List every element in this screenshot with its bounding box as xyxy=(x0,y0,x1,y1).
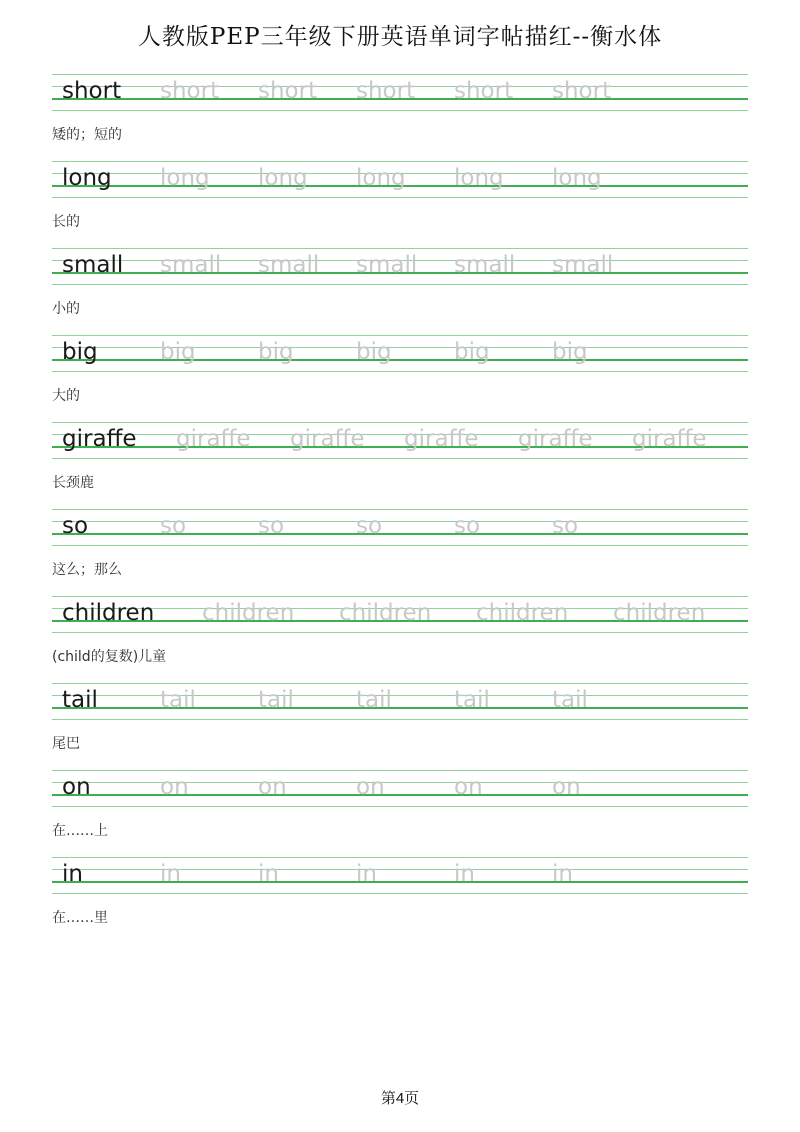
trace-word: tail xyxy=(356,687,392,713)
word-line xyxy=(52,422,748,462)
practice-word: tail xyxy=(62,687,98,713)
trace-word: big xyxy=(258,339,294,365)
trace-word: short xyxy=(356,78,416,104)
trace-word: on xyxy=(552,774,581,800)
trace-word: in xyxy=(454,861,475,887)
trace-word: so xyxy=(258,513,285,539)
word-meaning: 尾巴 xyxy=(52,736,80,752)
trace-word: tail xyxy=(454,687,490,713)
word-row xyxy=(52,248,748,336)
word-row xyxy=(52,74,748,162)
trace-word: giraffe xyxy=(176,426,251,452)
trace-word: big xyxy=(552,339,588,365)
trace-word: short xyxy=(258,78,318,104)
trace-word: in xyxy=(258,861,279,887)
trace-word: long xyxy=(454,165,504,191)
trace-word: giraffe xyxy=(404,426,479,452)
word-meaning: 矮的；短的 xyxy=(52,127,122,143)
trace-word: in xyxy=(160,861,181,887)
trace-word: small xyxy=(552,252,614,278)
word-row xyxy=(52,335,748,423)
word-line xyxy=(52,248,748,288)
word-line xyxy=(52,74,748,114)
practice-word: short xyxy=(62,78,122,104)
word-meaning: 在……上 xyxy=(52,823,108,839)
practice-word: so xyxy=(62,513,89,539)
trace-word: in xyxy=(552,861,573,887)
trace-word: big xyxy=(454,339,490,365)
trace-word: long xyxy=(258,165,308,191)
trace-word: short xyxy=(552,78,612,104)
trace-word: long xyxy=(160,165,210,191)
trace-word: children xyxy=(613,600,706,626)
word-line xyxy=(52,161,748,201)
trace-word: on xyxy=(160,774,189,800)
practice-word: giraffe xyxy=(62,426,137,452)
word-row xyxy=(52,509,748,597)
word-meaning: 这么；那么 xyxy=(52,562,122,578)
trace-word: long xyxy=(356,165,406,191)
trace-word: so xyxy=(454,513,481,539)
practice-word: big xyxy=(62,339,98,365)
trace-word: in xyxy=(356,861,377,887)
trace-word: so xyxy=(160,513,187,539)
word-meaning: (child的复数)儿童 xyxy=(52,649,167,665)
practice-word: long xyxy=(62,165,112,191)
trace-word: small xyxy=(454,252,516,278)
word-row xyxy=(52,161,748,249)
word-row xyxy=(52,683,748,771)
trace-word: children xyxy=(202,600,295,626)
trace-word: tail xyxy=(552,687,588,713)
word-row xyxy=(52,596,748,684)
trace-word: small xyxy=(160,252,222,278)
trace-word: small xyxy=(356,252,418,278)
practice-word: small xyxy=(62,252,124,278)
word-meaning: 大的 xyxy=(52,388,80,404)
word-line xyxy=(52,335,748,375)
practice-word: on xyxy=(62,774,91,800)
trace-word: giraffe xyxy=(290,426,365,452)
word-line xyxy=(52,857,748,897)
trace-word: short xyxy=(454,78,514,104)
trace-word: giraffe xyxy=(632,426,707,452)
word-line xyxy=(52,683,748,723)
trace-word: so xyxy=(356,513,383,539)
practice-word: children xyxy=(62,600,155,626)
trace-word: children xyxy=(339,600,432,626)
practice-word: in xyxy=(62,861,83,887)
word-row xyxy=(52,857,748,945)
page-number: 第4页 xyxy=(380,1090,420,1107)
trace-word: short xyxy=(160,78,220,104)
trace-word: children xyxy=(476,600,569,626)
word-meaning: 长的 xyxy=(52,214,80,230)
word-row xyxy=(52,422,748,510)
word-line xyxy=(52,770,748,810)
trace-word: big xyxy=(160,339,196,365)
trace-word: on xyxy=(454,774,483,800)
trace-word: tail xyxy=(160,687,196,713)
trace-word: on xyxy=(356,774,385,800)
word-meaning: 在……里 xyxy=(52,910,108,926)
trace-word: long xyxy=(552,165,602,191)
word-meaning: 长颈鹿 xyxy=(52,475,94,491)
trace-word: big xyxy=(356,339,392,365)
word-meaning: 小的 xyxy=(52,301,80,317)
trace-word: giraffe xyxy=(518,426,593,452)
word-line xyxy=(52,509,748,549)
trace-word: on xyxy=(258,774,287,800)
word-row xyxy=(52,770,748,858)
trace-word: tail xyxy=(258,687,294,713)
trace-word: small xyxy=(258,252,320,278)
word-line xyxy=(52,596,748,636)
page-title: 人教版PEP三年级下册英语单词字帖描红--衡水体 xyxy=(137,24,663,50)
trace-word: so xyxy=(552,513,579,539)
